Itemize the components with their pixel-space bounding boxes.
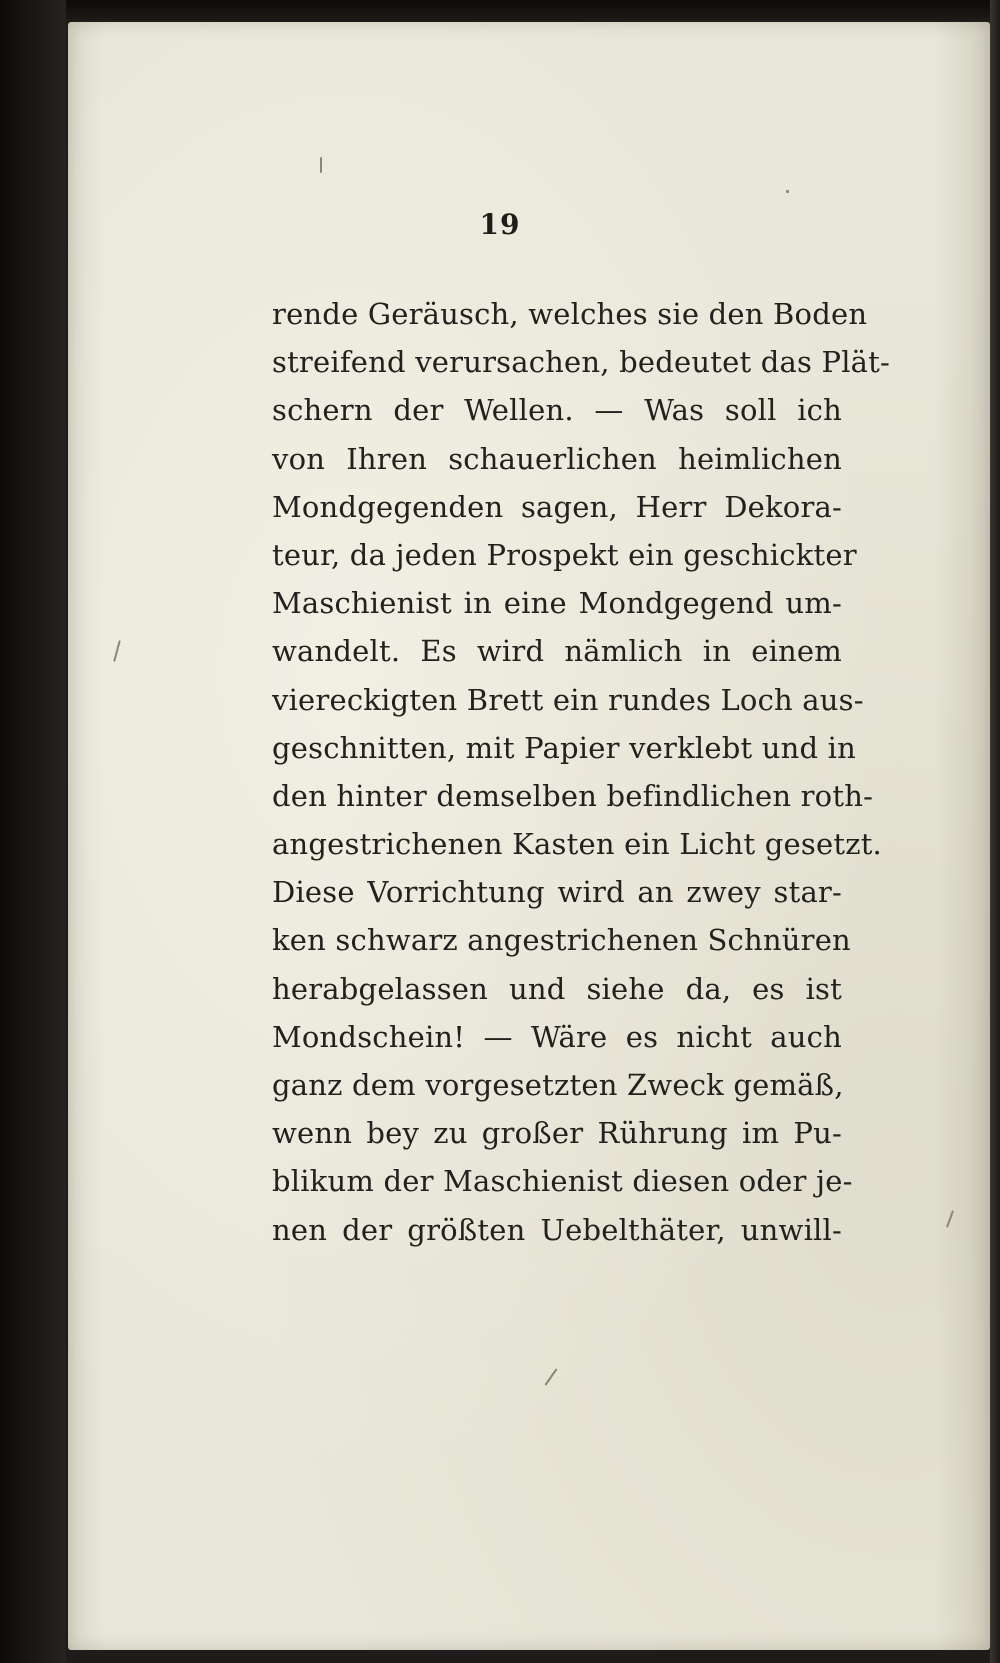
text-line: Diese Vorrichtung wird an zwey star- <box>272 875 842 910</box>
text-line: ganz dem vorgesetzten Zweck gemäß, <box>272 1068 844 1102</box>
text-line: den hinter demselben befindlichen roth- <box>272 778 874 813</box>
paper-speck <box>786 190 789 193</box>
text-line: nen der größten Uebelthäter, unwill- <box>272 1212 842 1247</box>
paper-speck <box>544 1368 557 1386</box>
text-line: angestrichenen Kasten ein Licht gesetzt. <box>272 827 882 862</box>
book-edge-shadow <box>990 0 1000 1663</box>
text-line: teur, da jeden Prospekt ein geschickter <box>272 537 857 572</box>
text-line: schern der Wellen. — Was soll ich <box>272 393 842 428</box>
text-line: wandelt. Es wird nämlich in einem <box>272 634 842 669</box>
paper-speck <box>946 1210 954 1228</box>
text-line: rende Geräusch, welches sie den Boden <box>272 297 868 331</box>
paper-speck <box>320 157 322 173</box>
text-line: ken schwarz angestrichenen Schnüren <box>272 923 851 958</box>
text-line: Maschienist in eine Mondgegend um- <box>272 586 842 621</box>
text-line: wenn bey zu großer Rührung im Pu- <box>272 1116 842 1151</box>
book-spine-shadow <box>0 0 66 1663</box>
text-line: Mondgegenden sagen, Herr Dekora- <box>272 489 842 524</box>
text-line: von Ihren schauerlichen heimlichen <box>272 441 842 476</box>
text-line: viereckigten Brett ein rundes Loch aus- <box>272 682 864 717</box>
text-line: herabgelassen und siehe da, es ist <box>272 971 842 1006</box>
text-line: streifend verursachen, bedeutet das Plät- <box>272 345 891 380</box>
text-line: blikum der Maschienist diesen oder je- <box>272 1164 853 1199</box>
text-line: Mondschein! — Wäre es nicht auch <box>272 1019 842 1054</box>
page-number: 19 <box>479 208 521 241</box>
page-body-text <box>272 290 891 1254</box>
text-line: geschnitten, mit Papier verklebt und in <box>272 730 857 765</box>
paper-speck <box>113 640 121 662</box>
